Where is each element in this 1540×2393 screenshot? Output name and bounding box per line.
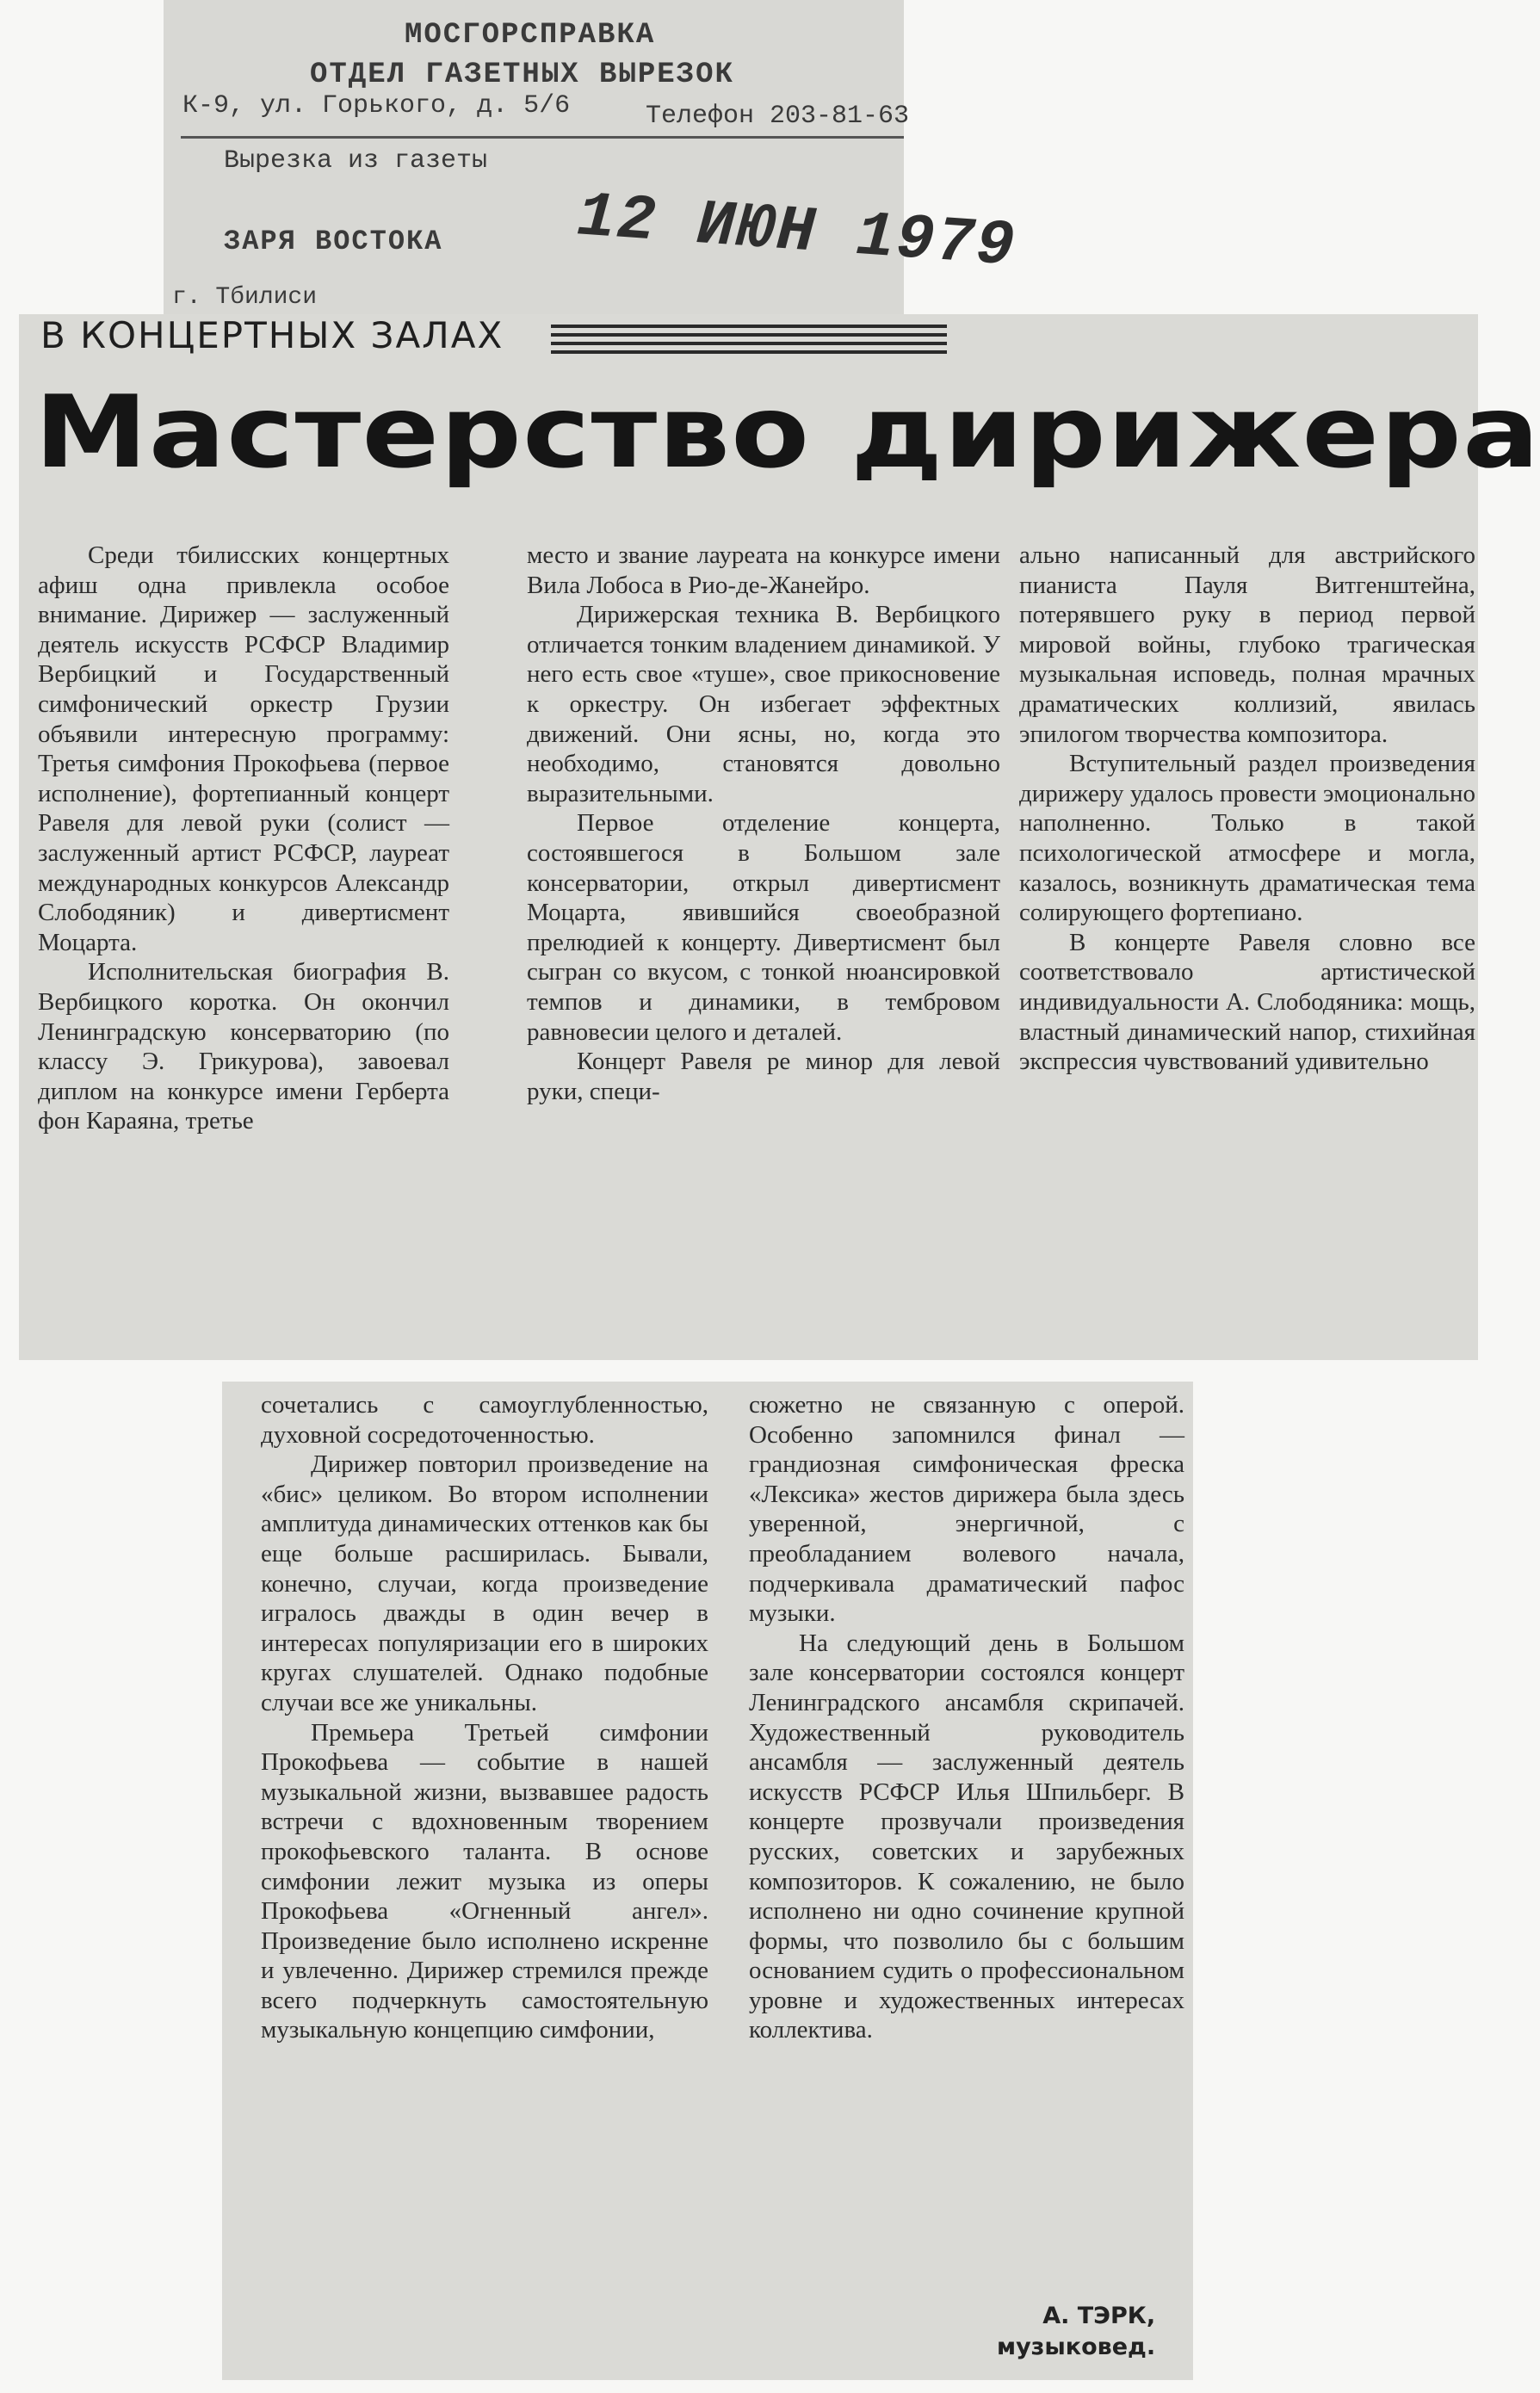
paragraph: Дирижер повторил произведение на «бис» целиком. Во втором исполнении амплитуда динамических оттенков как бы еще больше расширилась. Бывали, конечно, случаи, когда произведение игралось дважды в один вечер в интересах популяризации его в широких кругах слушателей. Однако подобные случаи все же уникальны. (261, 1450, 708, 1716)
stamp-city: г. Тбилиси (172, 284, 318, 311)
article-column-2 (527, 541, 1000, 1106)
paragraph: Среди тбилисских концертных афиш одна привлекла особое внимание. Дирижер — заслуженный деятель искусств РСФСР Владимир Вербицкий и Государственный симфонический оркестр Грузии объявили интересную программу: Третья симфония Прокофьева (первое исполнение), фортепианный концерт Равеля для левой руки (солист — заслуженный артист РСФСР, лауреат международных конкурсов Александр Слободяник) и дивертисмент Моцарта. (38, 541, 449, 956)
archive-stamp (164, 0, 1018, 318)
article-clipping-main (19, 314, 1540, 1360)
stamp-phone: Телефон 203-81-63 (646, 102, 910, 131)
rubric-decoration (551, 325, 947, 359)
rubric: В КОНЦЕРТНЫХ ЗАЛАХ (40, 314, 504, 356)
paragraph: На следующий день в Большом зале консерватории состоялся концерт Ленинградского ансамбля скрипачей. Художественный руководитель ансамбля — заслуженный деятель искусств РСФСР Илья Шпильберг. В концерте прозвучали произведения русских, советских и зарубежных композиторов. К сожалению, не было исполнено ни одно сочинение крупной формы, что позволило бы с большим основанием судить о профессиональном уровне и художественных интересах коллектива. (749, 1629, 1184, 2044)
author-title: музыковед. (997, 2334, 1156, 2360)
paragraph: ально написанный для австрийского пианиста Пауля Витгенштейна, потерявшего руку в период первой мировой войны, глубоко трагическая музыкальная исповедь, полная мрачных драматических коллизий, явилась эпилогом творчества композитора. (1019, 541, 1475, 748)
paragraph: Концерт Равеля ре минор для левой руки, специ- (527, 1048, 1000, 1105)
article-column-1 (38, 541, 449, 1136)
paragraph: сюжетно не связанную с оперой. Особенно запомнился финал — грандиозная симфоническая фреска «Лексика» жестов дирижера была здесь уверенной, энергичной, с преобладанием волевого начала, подчеркивала драматический пафос музыки. (749, 1391, 1184, 1628)
stamp-newspaper: ЗАРЯ ВОСТОКА (224, 226, 443, 257)
stamp-date: 12 ИЮН 1979 (574, 181, 1018, 284)
stamp-divider (181, 136, 904, 139)
stamp-organization: МОСГОРСПРАВКА (405, 19, 656, 52)
paragraph: Первое отделение концерта, состоявшегося в Большом зале консерватории, открыл дивертисмент Моцарта, явившийся своеобразной прелюдией к концерту. Дивертисмент был сыгран со вкусом, с тонкой нюансировкой темпов и динамики, в тембровом равновесии целого и деталей. (527, 809, 1000, 1046)
article-clipping-continuation (222, 1382, 1193, 2380)
stamp-address: К-9, ул. Горького, д. 5/6 (182, 91, 571, 121)
article-column-4 (261, 1390, 708, 2045)
headline: Мастерство дирижера (34, 374, 1540, 491)
paragraph: сочетались с самоуглубленностью, духовной сосредоточенностью. (261, 1391, 708, 1449)
paragraph: Премьера Третьей симфонии Прокофьева — событие в нашей музыкальной жизни, вызвавшее радость встречи с вдохновенным творением прокофьевского таланта. В основе симфонии лежит музыка из оперы Прокофьева «Огненный ангел». Произведение было исполнено искренне и увлеченно. Дирижер стремился прежде всего подчеркнуть самостоятельную музыкальную концепцию симфонии, (261, 1718, 708, 2044)
stamp-department: ОТДЕЛ ГАЗЕТНЫХ ВЫРЕЗОК (310, 59, 734, 91)
article-column-5 (749, 1390, 1184, 2045)
stamp-label: Вырезка из газеты (224, 146, 488, 176)
paragraph: Исполнительская биография В. Вербицкого коротка. Он окончил Ленинградскую консерваторию (по классу Э. Грикурова), завоевал диплом на конкурсе имени Герберта фон Караяна, третье (38, 958, 449, 1135)
author-signature (997, 2301, 1155, 2363)
article-column-3 (1019, 541, 1475, 1077)
paragraph: Вступительный раздел произведения дирижеру удалось провести эмоционально наполненно. Только в такой психологической атмосфере и могла, казалось, возникнуть драматическая тема солирующего фортепиано. (1019, 750, 1475, 927)
author-name: А. ТЭРК, (1042, 2303, 1156, 2329)
paragraph: место и звание лауреата на конкурсе имени Вила Лобоса в Рио-де-Жанейро. (527, 541, 1000, 599)
paragraph: Дирижерская техника В. Вербицкого отличается тонким владением динамикой. У него есть свое «туше», свое прикосновение к оркестру. Он избегает эффектных движений. Они ясны, но, когда это необходимо, становятся довольно выразительными. (527, 601, 1000, 807)
paragraph: В концерте Равеля словно все соответствовало артистической индивидуальности А. Слободяника: мощь, властный динамический напор, стихийная экспрессия чувствований удивительно (1019, 928, 1475, 1076)
